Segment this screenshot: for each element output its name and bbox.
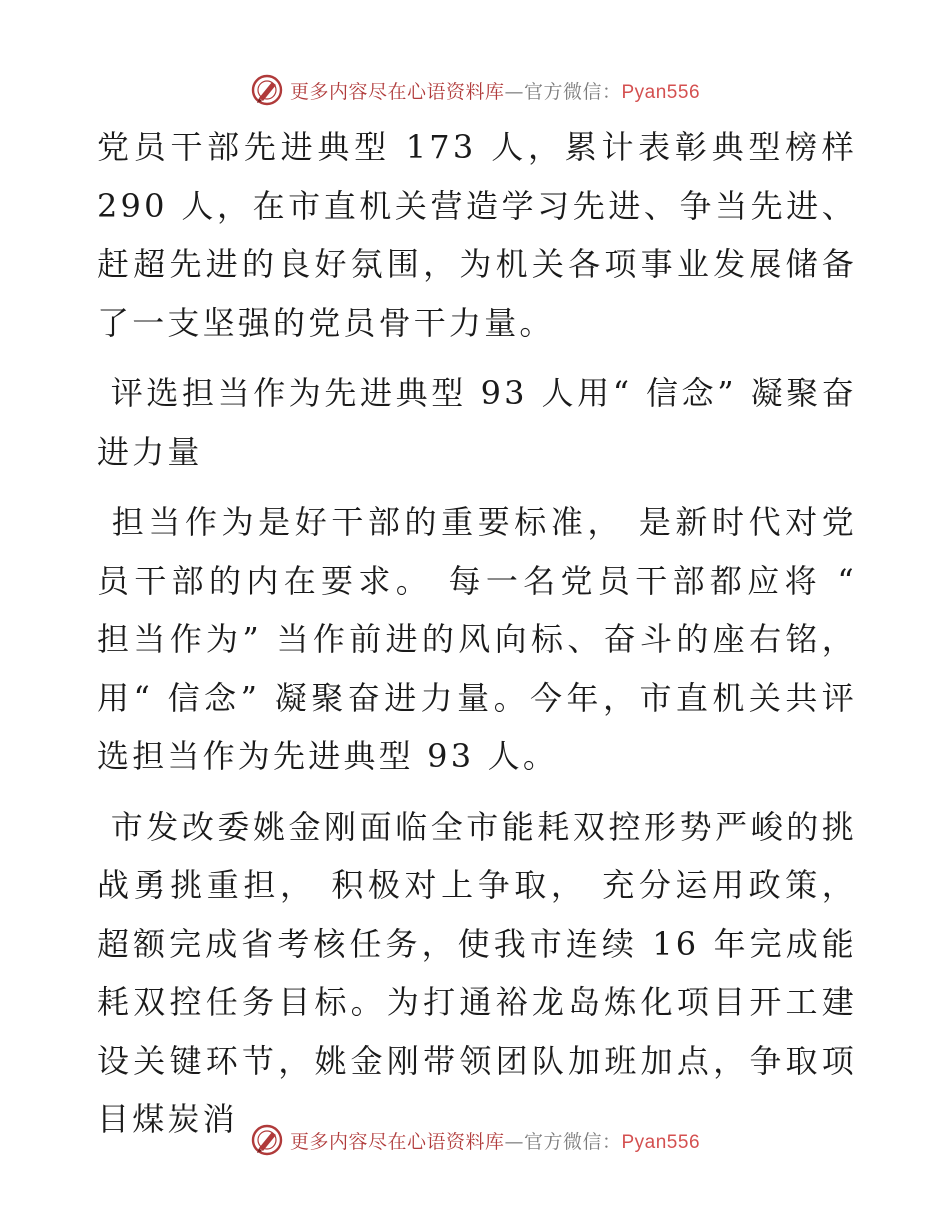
paragraph-3: 市发改委姚金刚面临全市能耗双控形势严峻的挑战勇挑重担， 积极对上争取， 充分运用政策，超额完成省考核任务，使我市连续 16 年完成能耗双控任务目标。为打通裕龙岛炼化项目开工建设关键环节，姚金刚带领团队加班加点，争取项目煤炭消 bbox=[97, 807, 858, 1138]
paragraph-1: 党员干部先进典型 173 人，累计表彰典型榜样 290 人，在市直机关营造学习先进、争当先进、赶超先进的良好氛围，为机关各项事业发展储备了一支坚强的党员骨干力量。 bbox=[97, 128, 871, 342]
watermark-text: 更多内容尽在心语资料库—官方微信：Pyan556 bbox=[289, 1130, 701, 1153]
document-body bbox=[97, 118, 871, 1149]
footer-watermark bbox=[0, 1120, 950, 1160]
paragraph-2: 担当作为是好干部的重要标准， 是新时代对党员干部的内在要求。 每一名党员干部都应将 “ 担当作为” 当作前进的风向标、奋斗的座右铭，用“ 信念” 凝聚奋进力量。今年，市直机关共评选担当作为先进典型 93 人。 bbox=[97, 503, 871, 775]
header-watermark bbox=[0, 70, 950, 110]
pen-logo-icon bbox=[250, 73, 284, 107]
pen-logo-icon bbox=[250, 1123, 284, 1157]
section-heading: 评选担当作为先进典型 93 人用“ 信念” 凝聚奋进力量 bbox=[97, 374, 857, 471]
watermark-text: 更多内容尽在心语资料库—官方微信：Pyan556 bbox=[289, 80, 701, 103]
